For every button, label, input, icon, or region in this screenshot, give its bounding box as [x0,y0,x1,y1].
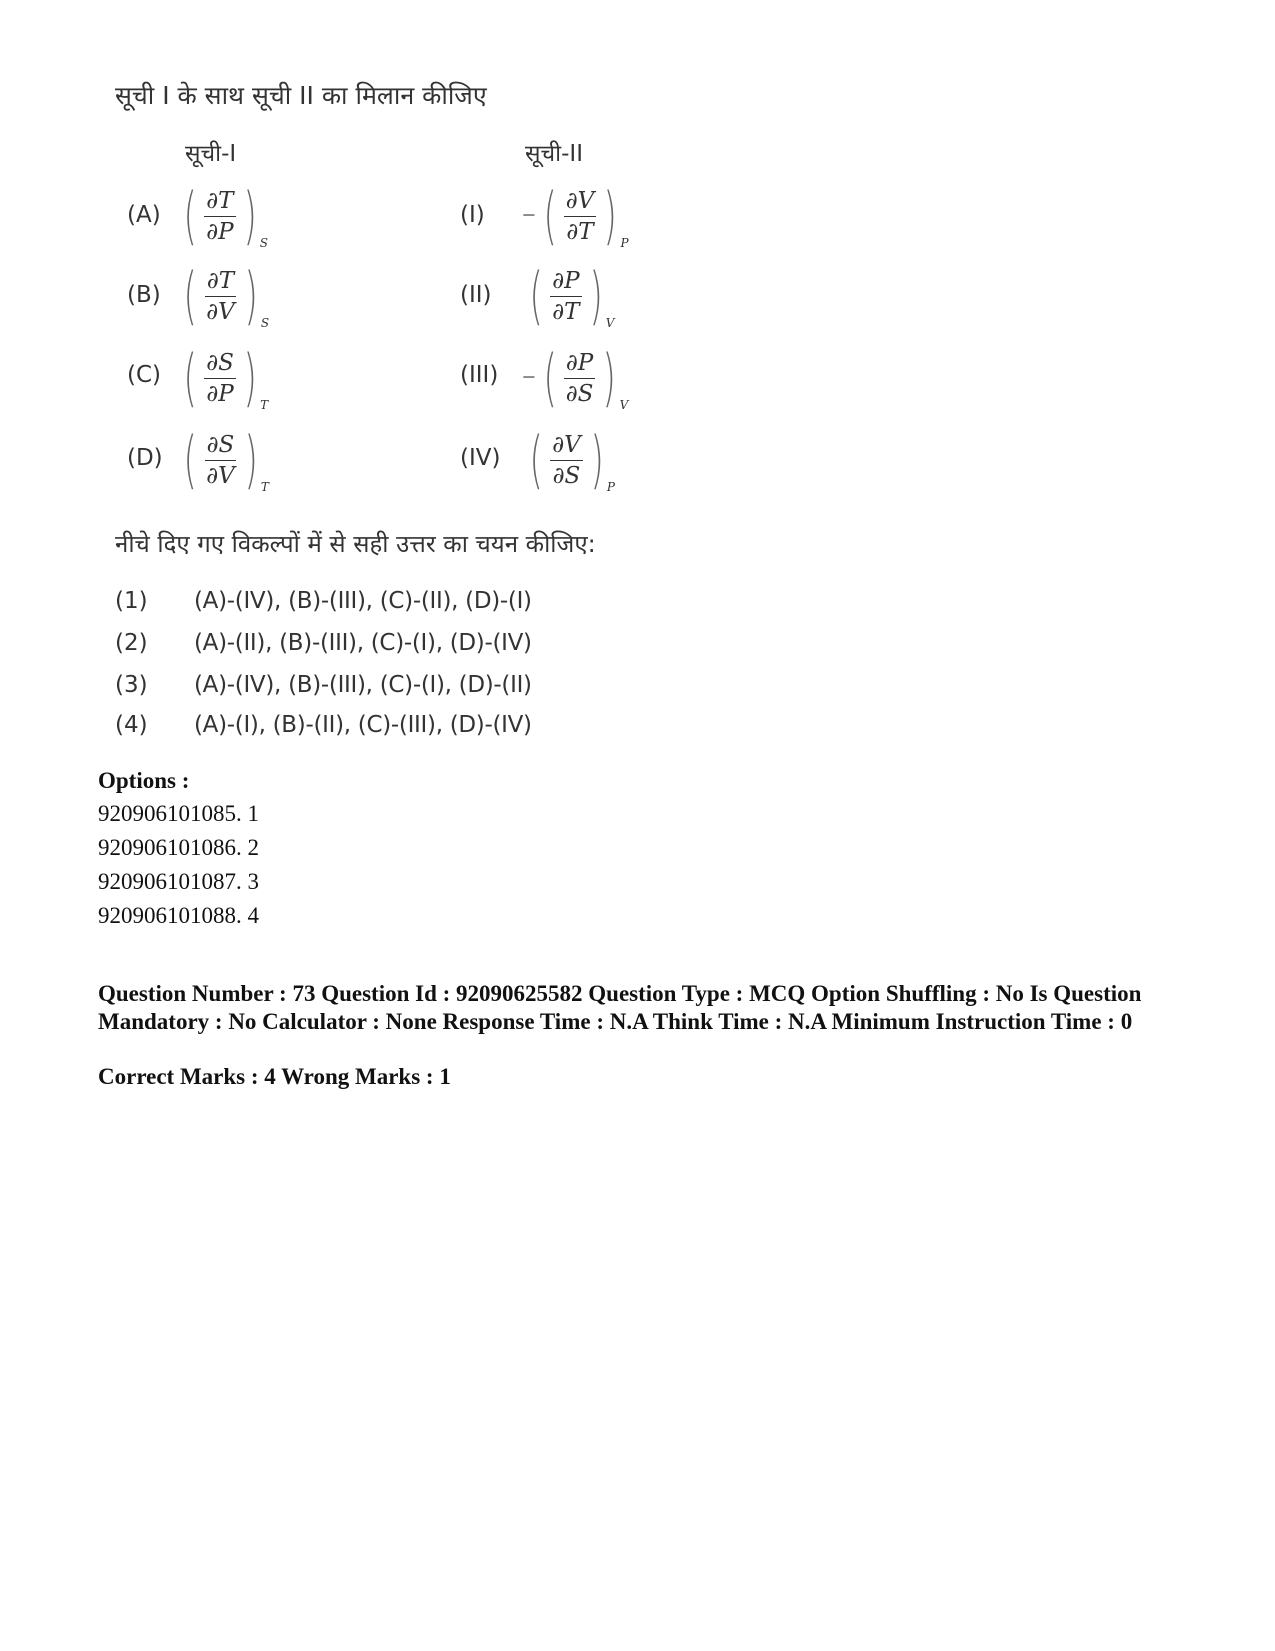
options-label: Options : [98,768,190,793]
numerator: ∂S [205,430,237,461]
numerator: ∂T [204,186,235,217]
choice-text: (A)-(II), (B)-(III), (C)-(I), (D)-(IV) [194,630,532,656]
list2-label: (III) [460,362,499,388]
list2-label: (I) [460,202,485,228]
list2-expression-ii: ( $\frac{\partial P}{\partial T}$ ) V [529,259,615,332]
subscript: V [619,398,629,412]
numerator: ∂P [564,348,595,379]
question-metadata: Question Number : 73 Question Id : 92090625582 Question Type : MCQ Option Shuffling : No Is Question Mandatory : No Calculator : None Response Time : N.A Think Time : N.A Minimum Instruction Time : 0 [98,981,1142,1034]
minus-sign: − [522,202,536,229]
list1-expression-d: ( $\frac{\partial S}{\partial V}$ ) T [183,423,269,496]
numerator: ∂S [204,348,236,379]
list2-label: (II) [460,282,492,308]
denominator: ∂S [552,462,581,489]
subscript: T [260,480,269,494]
option-item: 920906101088. 4 [98,903,259,928]
option-item: 920906101085. 1 [98,801,259,826]
subscript: T [260,398,269,412]
denominator: ∂V [206,298,235,325]
numerator: ∂V [550,430,583,461]
denominator: ∂T [566,218,594,245]
list2-expression-iv: ( $\frac{\partial V}{\partial S}$ ) P [529,423,615,496]
choice-text: (A)-(IV), (B)-(III), (C)-(I), (D)-(II) [194,672,532,698]
list1-expression-a: ( $\frac{\partial T}{\partial P}$ ) S [183,179,269,252]
choice-number: (2) [115,630,148,656]
question-intro: सूची I के साथ सूची II का मिलान कीजिए [115,81,487,110]
list1-label: (C) [127,362,162,388]
subscript: P [606,480,615,494]
denominator: ∂T [552,298,580,325]
choice-number: (4) [115,712,148,738]
list1-heading: सूची-I [185,141,237,167]
list2-heading: सूची-II [525,141,583,167]
choice-number: (1) [115,588,148,614]
list1-label: (B) [127,282,161,308]
denominator: ∂V [206,462,235,489]
numerator: ∂V [564,186,597,217]
marks-info: Correct Marks : 4 Wrong Marks : 1 [98,1064,451,1089]
denominator: ∂S [565,380,594,407]
list1-label: (A) [127,202,161,228]
list1-expression-b: ( $\frac{\partial T}{\partial V}$ ) S [183,259,270,332]
subscript: P [620,236,629,250]
numerator: ∂T [205,266,236,297]
subscript: V [605,316,615,330]
list1-label: (D) [127,445,163,471]
choice-number: (3) [115,672,148,698]
list2-expression-iii: − ( $\frac{\partial P}{\partial S}$ ) V [522,341,629,414]
option-item: 920906101086. 2 [98,835,259,860]
choice-text: (A)-(IV), (B)-(III), (C)-(II), (D)-(I) [194,588,532,614]
denominator: ∂P [206,218,234,245]
option-item: 920906101087. 3 [98,869,259,894]
subscript: S [260,316,270,330]
minus-sign: − [522,364,536,391]
list2-label: (IV) [460,445,501,471]
denominator: ∂P [206,380,234,407]
subscript: S [259,236,269,250]
numerator: ∂P [550,266,581,297]
list1-expression-c: ( $\frac{\partial S}{\partial P}$ ) T [183,341,269,414]
list2-expression-i: − ( $\frac{\partial V}{\partial T}$ ) P [522,179,629,252]
question-instruction: नीचे दिए गए विकल्पों में से सही उत्तर का चयन कीजिए: [115,530,596,558]
choice-text: (A)-(I), (B)-(II), (C)-(III), (D)-(IV) [194,712,532,738]
